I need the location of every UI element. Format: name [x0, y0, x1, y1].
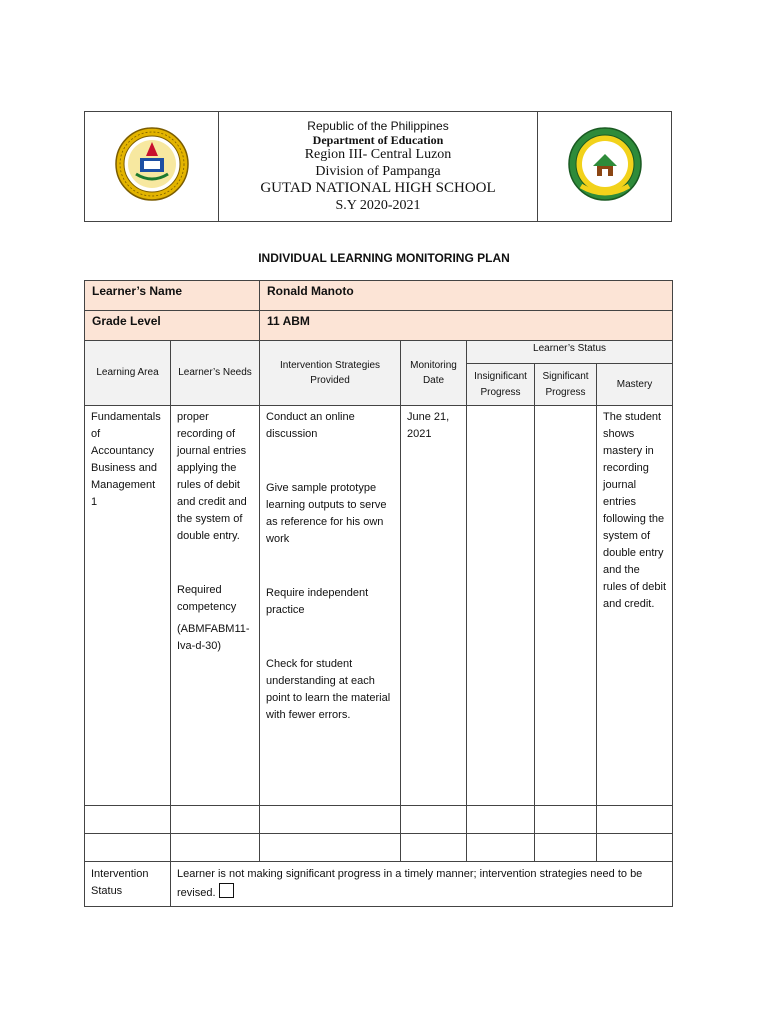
cell-significant-progress: [535, 406, 597, 806]
letterhead-text: [219, 112, 538, 222]
empty-cell: [85, 806, 171, 834]
status-checkbox[interactable]: [219, 883, 234, 898]
empty-cell: [597, 806, 673, 834]
needs-main-text: proper recording of journal entries applying the rules of debit and credit and the system of double entry.: [177, 411, 247, 542]
header-line-department: Department of Education: [312, 132, 444, 147]
col-monitoring-date: Monitoring Date: [401, 341, 467, 406]
intervention-status-text: Learner is not making significant progress in a timely manner; intervention strategies need to be revised.: [177, 868, 643, 899]
col-learners-needs: Learner’s Needs: [171, 341, 260, 406]
empty-cell: [401, 834, 467, 862]
monitoring-plan-table: [84, 280, 673, 907]
grade-level-row: [85, 311, 673, 341]
cell-mastery: The student shows mastery in recording journal entries following the system of double entry and the rules of debit and credit.: [597, 406, 673, 806]
learner-name-row: [85, 281, 673, 311]
empty-cell: [171, 806, 260, 834]
table-row: [85, 406, 673, 806]
cell-monitoring-date: June 21, 2021: [401, 406, 467, 806]
empty-cell: [260, 806, 401, 834]
right-logo-cell: [538, 112, 672, 222]
empty-cell: [401, 806, 467, 834]
strategy-item: Conduct an online discussion: [266, 411, 355, 440]
empty-cell: [171, 834, 260, 862]
empty-cell: [535, 806, 597, 834]
col-mastery: Mastery: [597, 364, 673, 406]
strategy-item: Require independent practice: [266, 587, 369, 616]
needs-competency-code: (ABMFABM11-Iva-d-30): [177, 623, 250, 652]
cell-intervention-strategies: [260, 406, 401, 806]
table-row: [85, 806, 673, 834]
strategy-item: Check for student understanding at each point to learn the material with fewer errors.: [266, 658, 391, 721]
header-line-school: GUTAD NATIONAL HIGH SCHOOL: [260, 180, 496, 197]
col-significant-progress: Significant Progress: [535, 364, 597, 406]
grade-level-label: Grade Level: [85, 311, 260, 341]
cell-learners-needs: [171, 406, 260, 806]
letterhead: [84, 111, 672, 222]
intervention-status-label: Intervention Status: [85, 862, 171, 907]
learner-name-value: Ronald Manoto: [260, 281, 673, 311]
col-learning-area: Learning Area: [85, 341, 171, 406]
col-insignificant-progress: Insignificant Progress: [467, 364, 535, 406]
cell-insignificant-progress: [467, 406, 535, 806]
empty-cell: [85, 834, 171, 862]
col-intervention-strategies: Intervention Strategies Provided: [260, 341, 401, 406]
deped-seal-icon: [114, 126, 190, 202]
empty-cell: [597, 834, 673, 862]
intervention-status-row: [85, 862, 673, 907]
strategy-item: Give sample prototype learning outputs to serve as reference for his own work: [266, 482, 387, 545]
empty-cell: [260, 834, 401, 862]
document-title: INDIVIDUAL LEARNING MONITORING PLAN: [258, 251, 510, 265]
learner-name-label: Learner’s Name: [85, 281, 260, 311]
empty-cell: [535, 834, 597, 862]
needs-required-competency: Required competency: [177, 584, 237, 613]
header-line-division: Division of Pampanga: [315, 163, 441, 179]
col-learners-status: Learner’s Status: [467, 341, 673, 364]
school-seal-icon: [567, 126, 643, 202]
empty-cell: [467, 834, 535, 862]
left-logo-cell: [85, 112, 219, 222]
header-line-republic: Republic of the Philippines: [307, 118, 449, 133]
cell-learning-area: Fundamentals of Accountancy Business and Management 1: [85, 406, 171, 806]
empty-cell: [467, 806, 535, 834]
column-header-row-1: [85, 341, 673, 364]
grade-level-value: 11 ABM: [260, 311, 673, 341]
table-row: [85, 834, 673, 862]
intervention-status-cell: [171, 862, 673, 907]
header-line-school-year: S.Y 2020-2021: [335, 197, 421, 213]
header-line-region: Region III- Central Luzon: [304, 147, 452, 163]
